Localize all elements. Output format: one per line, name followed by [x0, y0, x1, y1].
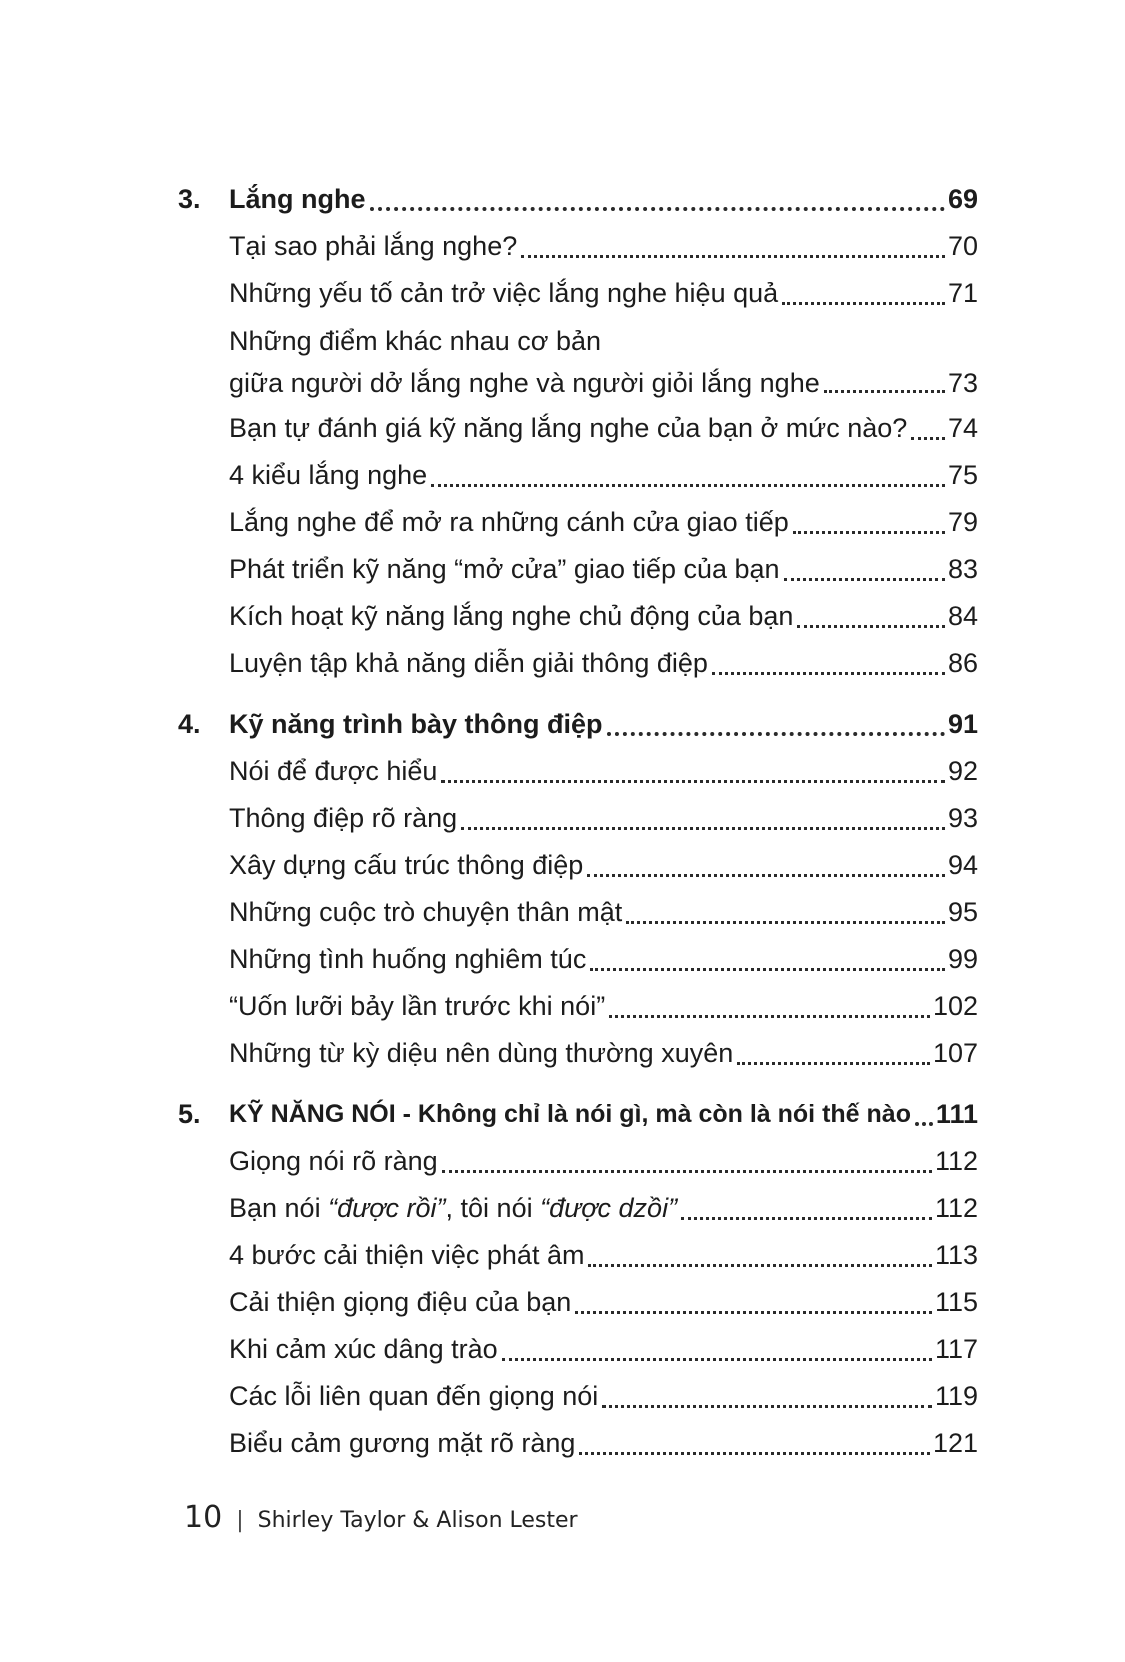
dot-leader	[782, 302, 945, 305]
page-number: 113	[934, 1240, 978, 1270]
page-number: 74	[947, 413, 978, 443]
dot-leader	[712, 672, 945, 675]
entry-title: Những từ kỳ diệu nên dùng thường xuyên	[229, 1038, 734, 1068]
toc-entry[interactable]	[178, 593, 978, 640]
dot-leader	[793, 531, 945, 534]
dot-leader	[609, 1015, 930, 1018]
footer-page-number: 10	[184, 1500, 223, 1535]
toc-section	[178, 701, 978, 1077]
toc-entry[interactable]	[178, 1420, 978, 1467]
footer-authors: Shirley Taylor & Alison Lester	[257, 1508, 578, 1533]
toc-entry[interactable]	[178, 1326, 978, 1373]
entry-title: Lắng nghe để mở ra những cánh cửa giao tiếp	[229, 507, 789, 537]
dot-leader	[502, 1358, 932, 1361]
toc-entry[interactable]	[178, 270, 978, 317]
entry-title: Nói để được hiểu	[229, 756, 438, 786]
page-number: 92	[947, 756, 978, 786]
toc-chapter-entry[interactable]	[178, 701, 978, 748]
dot-leader	[461, 827, 945, 830]
page-number: 69	[947, 184, 978, 214]
page-number: 93	[947, 803, 978, 833]
page-number: 79	[947, 507, 978, 537]
toc-entry[interactable]	[178, 842, 978, 889]
table-of-contents	[178, 176, 978, 1481]
entry-title: Khi cảm xúc dâng trào	[229, 1334, 498, 1364]
dot-leader	[441, 780, 945, 783]
dot-leader	[579, 1452, 929, 1455]
entry-title-line1: Những điểm khác nhau cơ bản	[229, 326, 602, 356]
dot-leader	[370, 207, 945, 211]
entry-title: 4 bước cải thiện việc phát âm	[229, 1240, 585, 1270]
dot-leader	[602, 1405, 932, 1408]
page-number: 99	[947, 944, 978, 974]
entry-title: Xây dựng cấu trúc thông điệp	[229, 850, 584, 880]
chapter-title: KỸ NĂNG NÓI - Không chỉ là nói gì, mà còn là nói thế nào	[229, 1100, 911, 1128]
page-number: 112	[934, 1193, 978, 1223]
page-number: 73	[947, 368, 978, 398]
entry-title: Luyện tập khả năng diễn giải thông điệp	[229, 648, 708, 678]
page-number: 94	[947, 850, 978, 880]
page-footer	[184, 1500, 578, 1535]
dot-leader	[911, 437, 945, 440]
dot-leader	[587, 874, 945, 877]
entry-title: Những cuộc trò chuyện thân mật	[229, 897, 623, 927]
entry-title: Giọng nói rõ ràng	[229, 1146, 438, 1176]
toc-entry[interactable]	[178, 795, 978, 842]
toc-entry[interactable]	[178, 546, 978, 593]
toc-entry[interactable]	[178, 1279, 978, 1326]
dot-leader	[737, 1062, 930, 1065]
toc-chapter-entry[interactable]	[178, 1091, 978, 1138]
entry-title-line2: giữa người dở lắng nghe và người giỏi lắng nghe	[229, 368, 820, 398]
entry-title: Bạn nói “được rồi”, tôi nói “được dzồi”	[229, 1193, 678, 1223]
page-number: 115	[934, 1287, 978, 1317]
page-number: 84	[947, 601, 978, 631]
toc-entry[interactable]	[178, 499, 978, 546]
chapter-number: 3.	[178, 184, 201, 214]
toc-entry[interactable]	[178, 223, 978, 270]
page-number: 95	[947, 897, 978, 927]
toc-entry[interactable]	[178, 1373, 978, 1420]
dot-leader	[590, 968, 945, 971]
toc-entry[interactable]	[178, 983, 978, 1030]
page-number: 107	[932, 1038, 978, 1068]
dot-leader	[442, 1170, 932, 1173]
entry-title: Những yếu tố cản trở việc lắng nghe hiệu quả	[229, 278, 779, 308]
entry-title: Biểu cảm gương mặt rõ ràng	[229, 1428, 576, 1458]
entry-title: Kích hoạt kỹ năng lắng nghe chủ động của bạn	[229, 601, 794, 631]
page-number: 83	[947, 554, 978, 584]
entry-title: “Uốn lưỡi bảy lần trước khi nói”	[229, 991, 606, 1021]
dot-leader	[797, 625, 945, 628]
page-number: 119	[934, 1381, 978, 1411]
dot-leader	[521, 255, 945, 258]
entry-title: Thông điệp rõ ràng	[229, 803, 458, 833]
toc-entry[interactable]	[178, 1030, 978, 1077]
entry-title: Tại sao phải lắng nghe?	[229, 231, 518, 261]
toc-entry[interactable]	[178, 1232, 978, 1279]
entry-title: Cải thiện giọng điệu của bạn	[229, 1287, 572, 1317]
entry-title: 4 kiểu lắng nghe	[229, 460, 428, 490]
dot-leader	[575, 1311, 932, 1314]
entry-title: Những tình huống nghiêm túc	[229, 944, 587, 974]
chapter-title: Lắng nghe	[229, 184, 366, 214]
dot-leader	[588, 1264, 931, 1267]
toc-chapter-entry[interactable]	[178, 176, 978, 223]
dot-leader	[607, 732, 945, 736]
toc-entry[interactable]	[178, 640, 978, 687]
dot-leader	[915, 1122, 933, 1126]
toc-section	[178, 1091, 978, 1467]
dot-leader	[431, 484, 945, 487]
dot-leader	[681, 1217, 932, 1220]
toc-entry[interactable]	[178, 405, 978, 452]
page-number: 71	[947, 278, 978, 308]
toc-entry[interactable]	[178, 889, 978, 936]
page-number: 70	[947, 231, 978, 261]
chapter-title: Kỹ năng trình bày thông điệp	[229, 709, 603, 739]
chapter-number: 5.	[178, 1099, 201, 1129]
toc-section	[178, 176, 978, 687]
entry-title: Bạn tự đánh giá kỹ năng lắng nghe của bạn ở mức nào?	[229, 413, 908, 443]
toc-entry[interactable]	[178, 936, 978, 983]
page-number: 111	[935, 1099, 978, 1129]
page-number: 75	[947, 460, 978, 490]
page-number: 117	[934, 1334, 978, 1364]
chapter-number: 4.	[178, 709, 201, 739]
page-number: 102	[932, 991, 978, 1021]
toc-entry[interactable]	[178, 748, 978, 795]
footer-separator: |	[236, 1508, 244, 1533]
dot-leader	[626, 921, 945, 924]
entry-title: Các lỗi liên quan đến giọng nói	[229, 1381, 599, 1411]
page-number: 121	[932, 1428, 978, 1458]
dot-leader	[784, 578, 945, 581]
page-number: 112	[934, 1146, 978, 1176]
dot-leader	[824, 390, 945, 393]
toc-entry[interactable]	[178, 452, 978, 499]
toc-entry[interactable]	[178, 1138, 978, 1185]
entry-title: Phát triển kỹ năng “mở cửa” giao tiếp của bạn	[229, 554, 780, 584]
page-number: 86	[947, 648, 978, 678]
toc-entry-multiline[interactable]	[178, 317, 978, 405]
page-number: 91	[947, 709, 978, 739]
toc-entry[interactable]	[178, 1185, 978, 1232]
